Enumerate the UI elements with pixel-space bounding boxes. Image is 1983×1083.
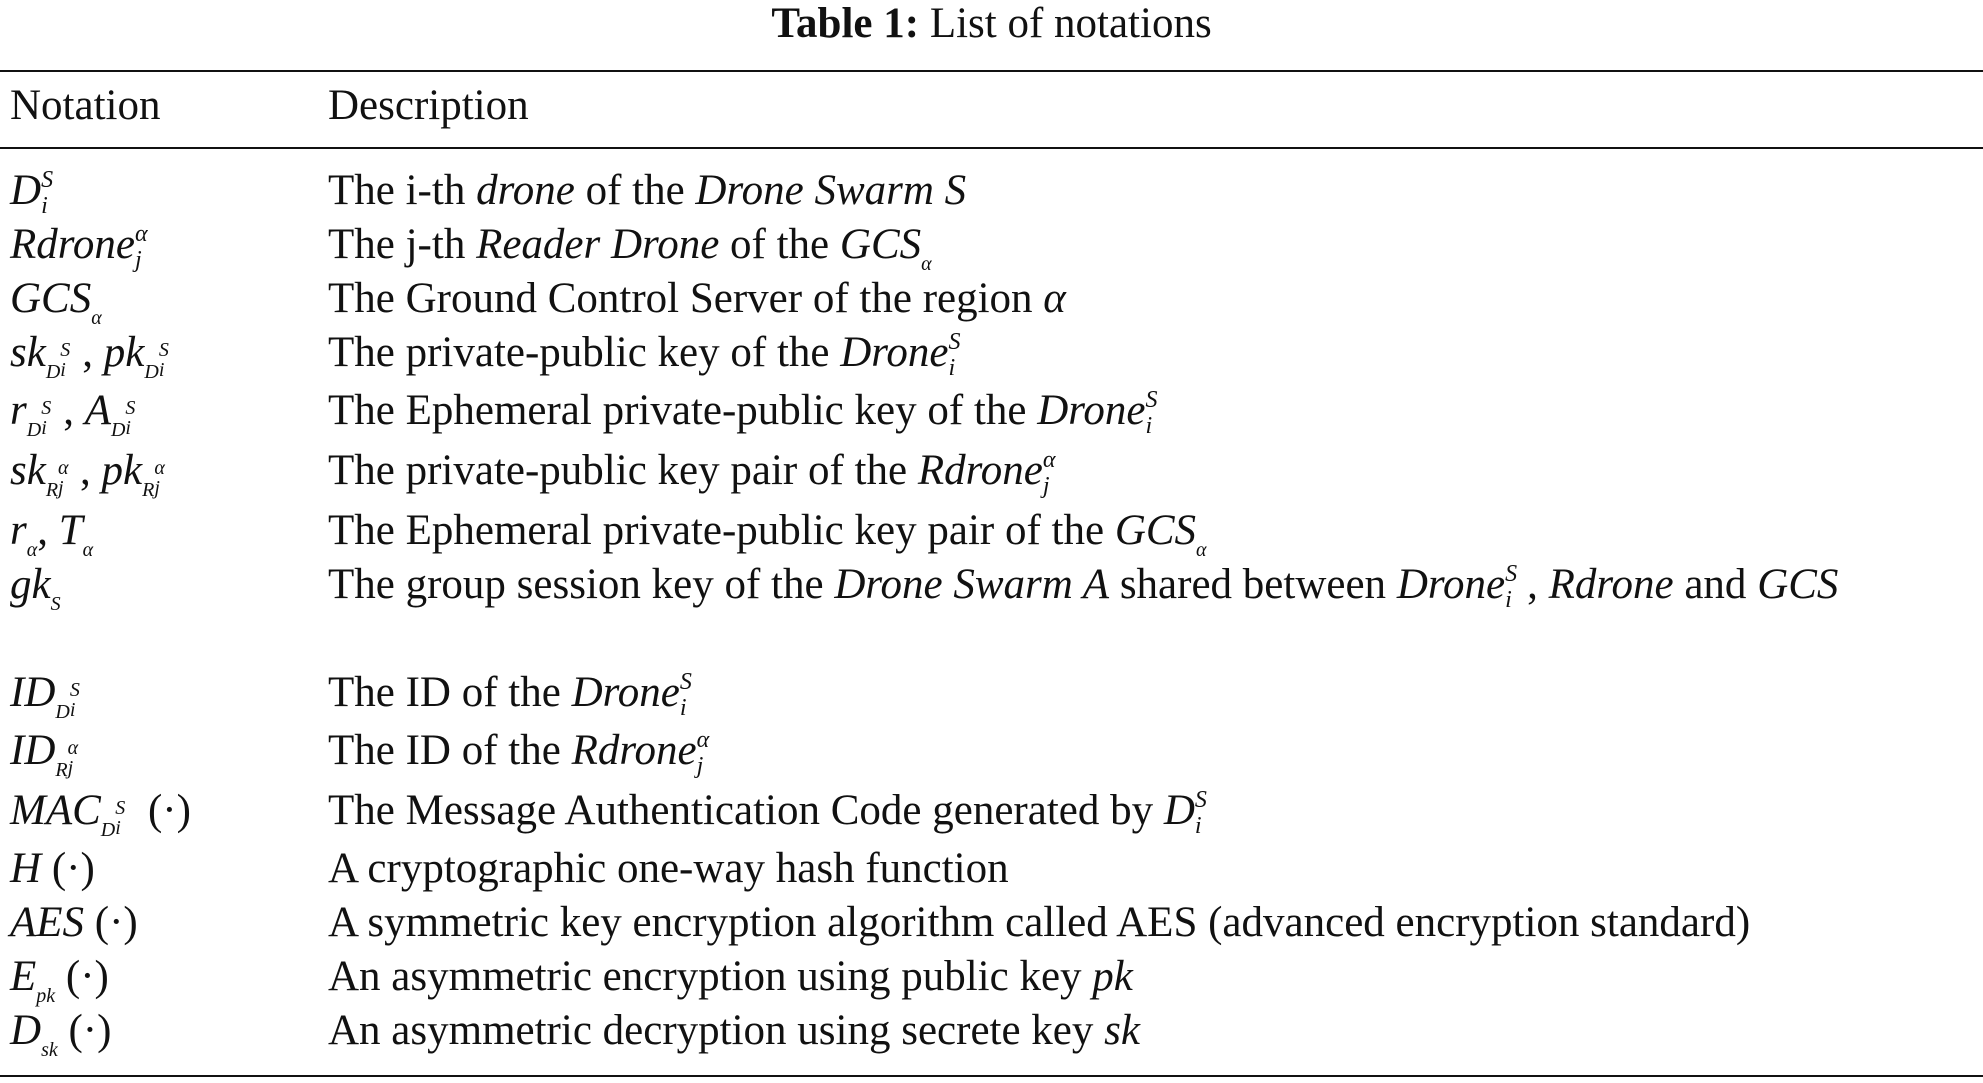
description-cell: The ID of the Rdrone α j — [328, 727, 710, 780]
description-cell: The Ground Control Server of the region α — [328, 275, 1066, 322]
notation-cell: $D_{sk}$ (·) — [10, 1007, 112, 1061]
table-row — [0, 504, 1983, 561]
table-row — [0, 272, 1983, 329]
header-description: Description — [328, 82, 529, 129]
notation-cell: Rdrone α j — [10, 221, 148, 274]
notation-cell: $gk_S$ — [10, 561, 61, 615]
notation-cell: D S i — [10, 167, 54, 220]
description-cell: The i-th drone of the Drone Swarm S — [328, 167, 967, 214]
notation-cell: $GCS_\alpha$ — [10, 275, 102, 329]
caption-title: List of notations — [929, 0, 1212, 47]
table-row — [0, 950, 1983, 1007]
notation-cell: $E_{pk}$ (·) — [10, 953, 109, 1007]
table-row — [0, 784, 1983, 842]
top-rule — [0, 70, 1983, 72]
table-row — [0, 666, 1983, 724]
description-cell: The Message Authentication Code generated by D S i — [328, 787, 1207, 840]
notation-cell: $ID_D$ S i — [10, 669, 80, 723]
table-row — [0, 1004, 1983, 1061]
table-header — [0, 78, 1983, 134]
table-row — [0, 218, 1983, 275]
notation-cell: $sk_R$ α j , $pk_R$ α j — [10, 447, 165, 501]
table-caption — [0, 0, 1983, 48]
description-cell: The j-th Reader Drone of the $GCS_\alpha$ — [328, 221, 932, 275]
header-rule — [0, 147, 1983, 149]
bottom-rule — [0, 1075, 1983, 1077]
notation-cell: $r_\alpha$, $T_\alpha$ — [10, 507, 94, 561]
table-row — [0, 326, 1983, 384]
table-row — [0, 164, 1983, 218]
table-row — [0, 384, 1983, 444]
table-body — [0, 164, 1983, 1061]
description-cell: An asymmetric encryption using public key pk — [328, 953, 1133, 1000]
description-cell: The private-public key pair of the Rdrone α j — [328, 447, 1056, 500]
description-cell: The group session key of the Drone Swarm A shared between Drone S i , Rdrone and GCS — [328, 561, 1839, 614]
table-row — [0, 558, 1983, 666]
table-row — [0, 444, 1983, 504]
notation-cell: $sk_D$ S i , $pk_D$ S i — [10, 329, 169, 383]
notation-cell: AES (·) — [10, 899, 138, 946]
table-row — [0, 842, 1983, 896]
description-cell: An asymmetric decryption using secrete key sk — [328, 1007, 1140, 1054]
table-row — [0, 896, 1983, 950]
notation-cell: $ID_R$ α j — [10, 727, 79, 781]
description-cell: The Ephemeral private-public key pair of the $GCS_\alpha$ — [328, 507, 1207, 561]
notation-cell: $r_D$ S i , $A_D$ S i — [10, 387, 136, 441]
description-cell: The private-public key of the Drone S i — [328, 329, 961, 382]
notation-cell: $MAC_D$ S i (·) — [10, 787, 191, 841]
caption-label: Table 1: — [771, 0, 920, 47]
table-row — [0, 724, 1983, 784]
description-cell: The ID of the Drone S i — [328, 669, 692, 722]
description-cell: A cryptographic one-way hash function — [328, 845, 1009, 892]
header-notation: Notation — [10, 82, 161, 129]
description-cell: The Ephemeral private-public key of the Drone S i — [328, 387, 1158, 440]
description-cell: A symmetric key encryption algorithm called AES (advanced encryption standard) — [328, 899, 1751, 946]
notation-cell: H (·) — [10, 845, 95, 892]
